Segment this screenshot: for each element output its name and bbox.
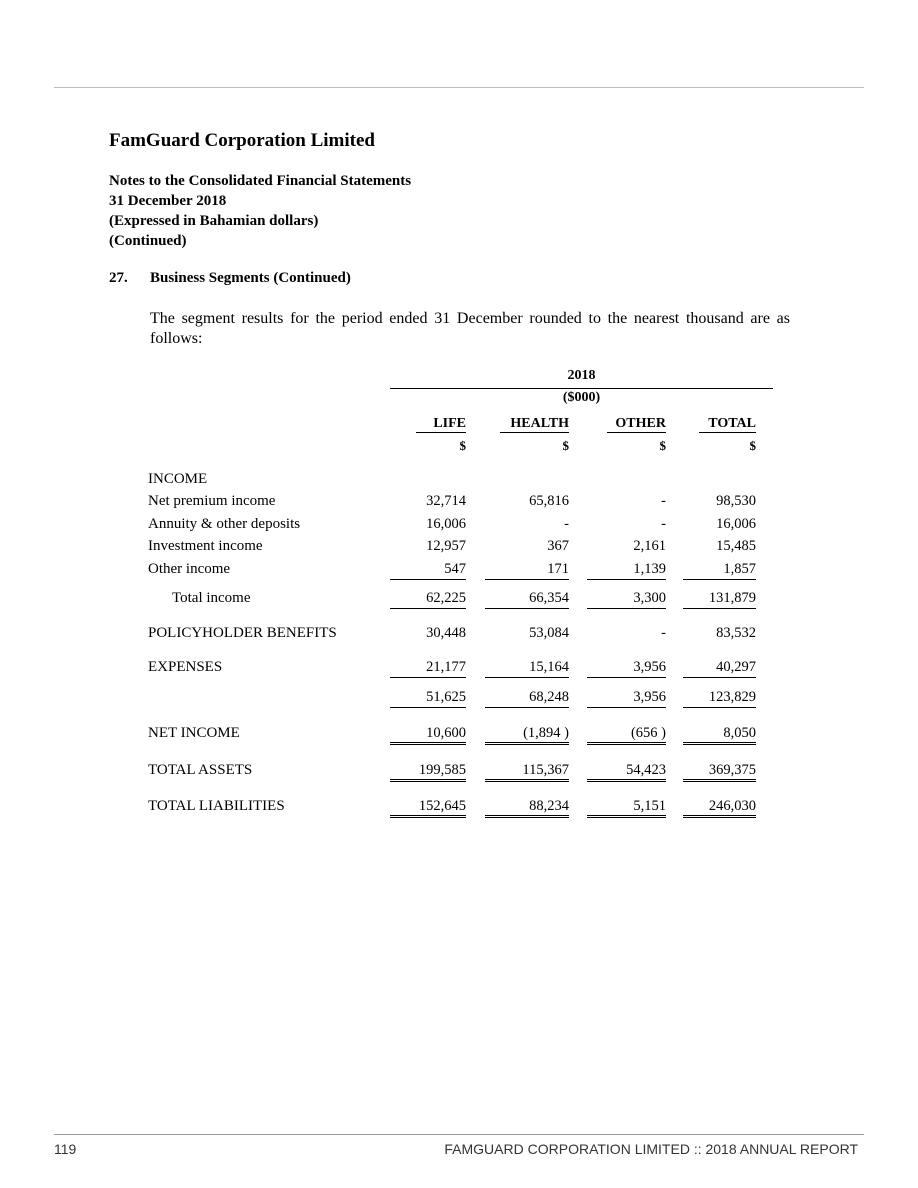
cell-other: 3,300 [587, 590, 666, 609]
row-label: Other income [148, 561, 231, 577]
cell-life: 16,006 [426, 516, 466, 532]
footer-divider [54, 1134, 864, 1135]
table-year: 2018 [567, 368, 596, 383]
cell-health: - [564, 516, 569, 532]
cell-other: - [661, 493, 666, 509]
row-label: EXPENSES [148, 659, 223, 675]
cell-health: 53,084 [529, 625, 569, 641]
cell-health: 68,248 [485, 689, 569, 708]
row-label: Annuity & other deposits [148, 516, 301, 532]
currency-life: $ [459, 438, 466, 453]
cell-total: 40,297 [683, 659, 756, 678]
section-intro: The segment results for the period ended 31 December rounded to the nearest thousand are as follows: [150, 310, 790, 347]
page-number: 119 [54, 1141, 77, 1157]
cell-total: 1,857 [683, 561, 756, 580]
column-header-total: TOTAL [699, 416, 756, 433]
cell-other: 2,161 [633, 538, 666, 554]
row-label: Investment income [148, 538, 263, 554]
cell-health: 65,816 [529, 493, 569, 509]
cell-total: 369,375 [683, 762, 756, 782]
cell-life: 62,225 [390, 590, 466, 609]
cell-life: 12,957 [426, 538, 466, 554]
table-unit: ($000) [562, 390, 601, 405]
currency-total: $ [749, 438, 756, 453]
cell-total: 246,030 [683, 798, 756, 818]
company-name: FamGuard Corporation Limited [109, 130, 375, 151]
income-heading: INCOME [148, 471, 208, 487]
cell-health: 115,367 [485, 762, 569, 782]
cell-health: 88,234 [485, 798, 569, 818]
cell-total: 16,006 [716, 516, 756, 532]
column-header-life: LIFE [416, 416, 466, 433]
column-header-other: OTHER [607, 416, 666, 433]
row-label: POLICYHOLDER BENEFITS [148, 625, 337, 641]
row-label: NET INCOME [148, 725, 240, 741]
cell-health: (1,894 ) [485, 725, 569, 745]
column-header-health: HEALTH [500, 416, 569, 433]
cell-life: 199,585 [390, 762, 466, 782]
cell-other: 3,956 [587, 659, 666, 678]
cell-health: 15,164 [485, 659, 569, 678]
cell-total: 8,050 [683, 725, 756, 745]
currency-health: $ [562, 438, 569, 453]
footer-text: FAMGUARD CORPORATION LIMITED :: 2018 ANNUAL REPORT [444, 1141, 858, 1157]
cell-total: 98,530 [716, 493, 756, 509]
report-date: 31 December 2018 [109, 193, 227, 209]
cell-total: 123,829 [683, 689, 756, 708]
cell-other: 5,151 [587, 798, 666, 818]
cell-life: 32,714 [426, 493, 466, 509]
cell-total: 15,485 [716, 538, 756, 554]
cell-total: 131,879 [683, 590, 756, 609]
year-divider [390, 388, 773, 389]
row-label: Total income [172, 590, 251, 606]
cell-other: 3,956 [587, 689, 666, 708]
cell-health: 171 [485, 561, 569, 580]
currency-other: $ [659, 438, 666, 453]
cell-other: (656 ) [587, 725, 666, 745]
cell-life: 152,645 [390, 798, 466, 818]
cell-health: 367 [547, 538, 569, 554]
cell-total: 83,532 [716, 625, 756, 641]
row-label: TOTAL LIABILITIES [148, 798, 285, 814]
cell-life: 21,177 [390, 659, 466, 678]
section-number: 27. [109, 270, 128, 286]
cell-life: 30,448 [426, 625, 466, 641]
cell-other: - [661, 516, 666, 532]
cell-other: - [661, 625, 666, 641]
top-divider [54, 87, 864, 88]
row-label: Net premium income [148, 493, 276, 509]
currency-note: (Expressed in Bahamian dollars) [109, 213, 319, 229]
continued-note: (Continued) [109, 233, 187, 249]
cell-other: 1,139 [587, 561, 666, 580]
section-title: Business Segments (Continued) [150, 270, 351, 286]
row-label: TOTAL ASSETS [148, 762, 253, 778]
cell-health: 66,354 [485, 590, 569, 609]
notes-title: Notes to the Consolidated Financial Statements [109, 173, 412, 189]
cell-life: 51,625 [390, 689, 466, 708]
cell-life: 10,600 [390, 725, 466, 745]
cell-other: 54,423 [587, 762, 666, 782]
cell-life: 547 [390, 561, 466, 580]
